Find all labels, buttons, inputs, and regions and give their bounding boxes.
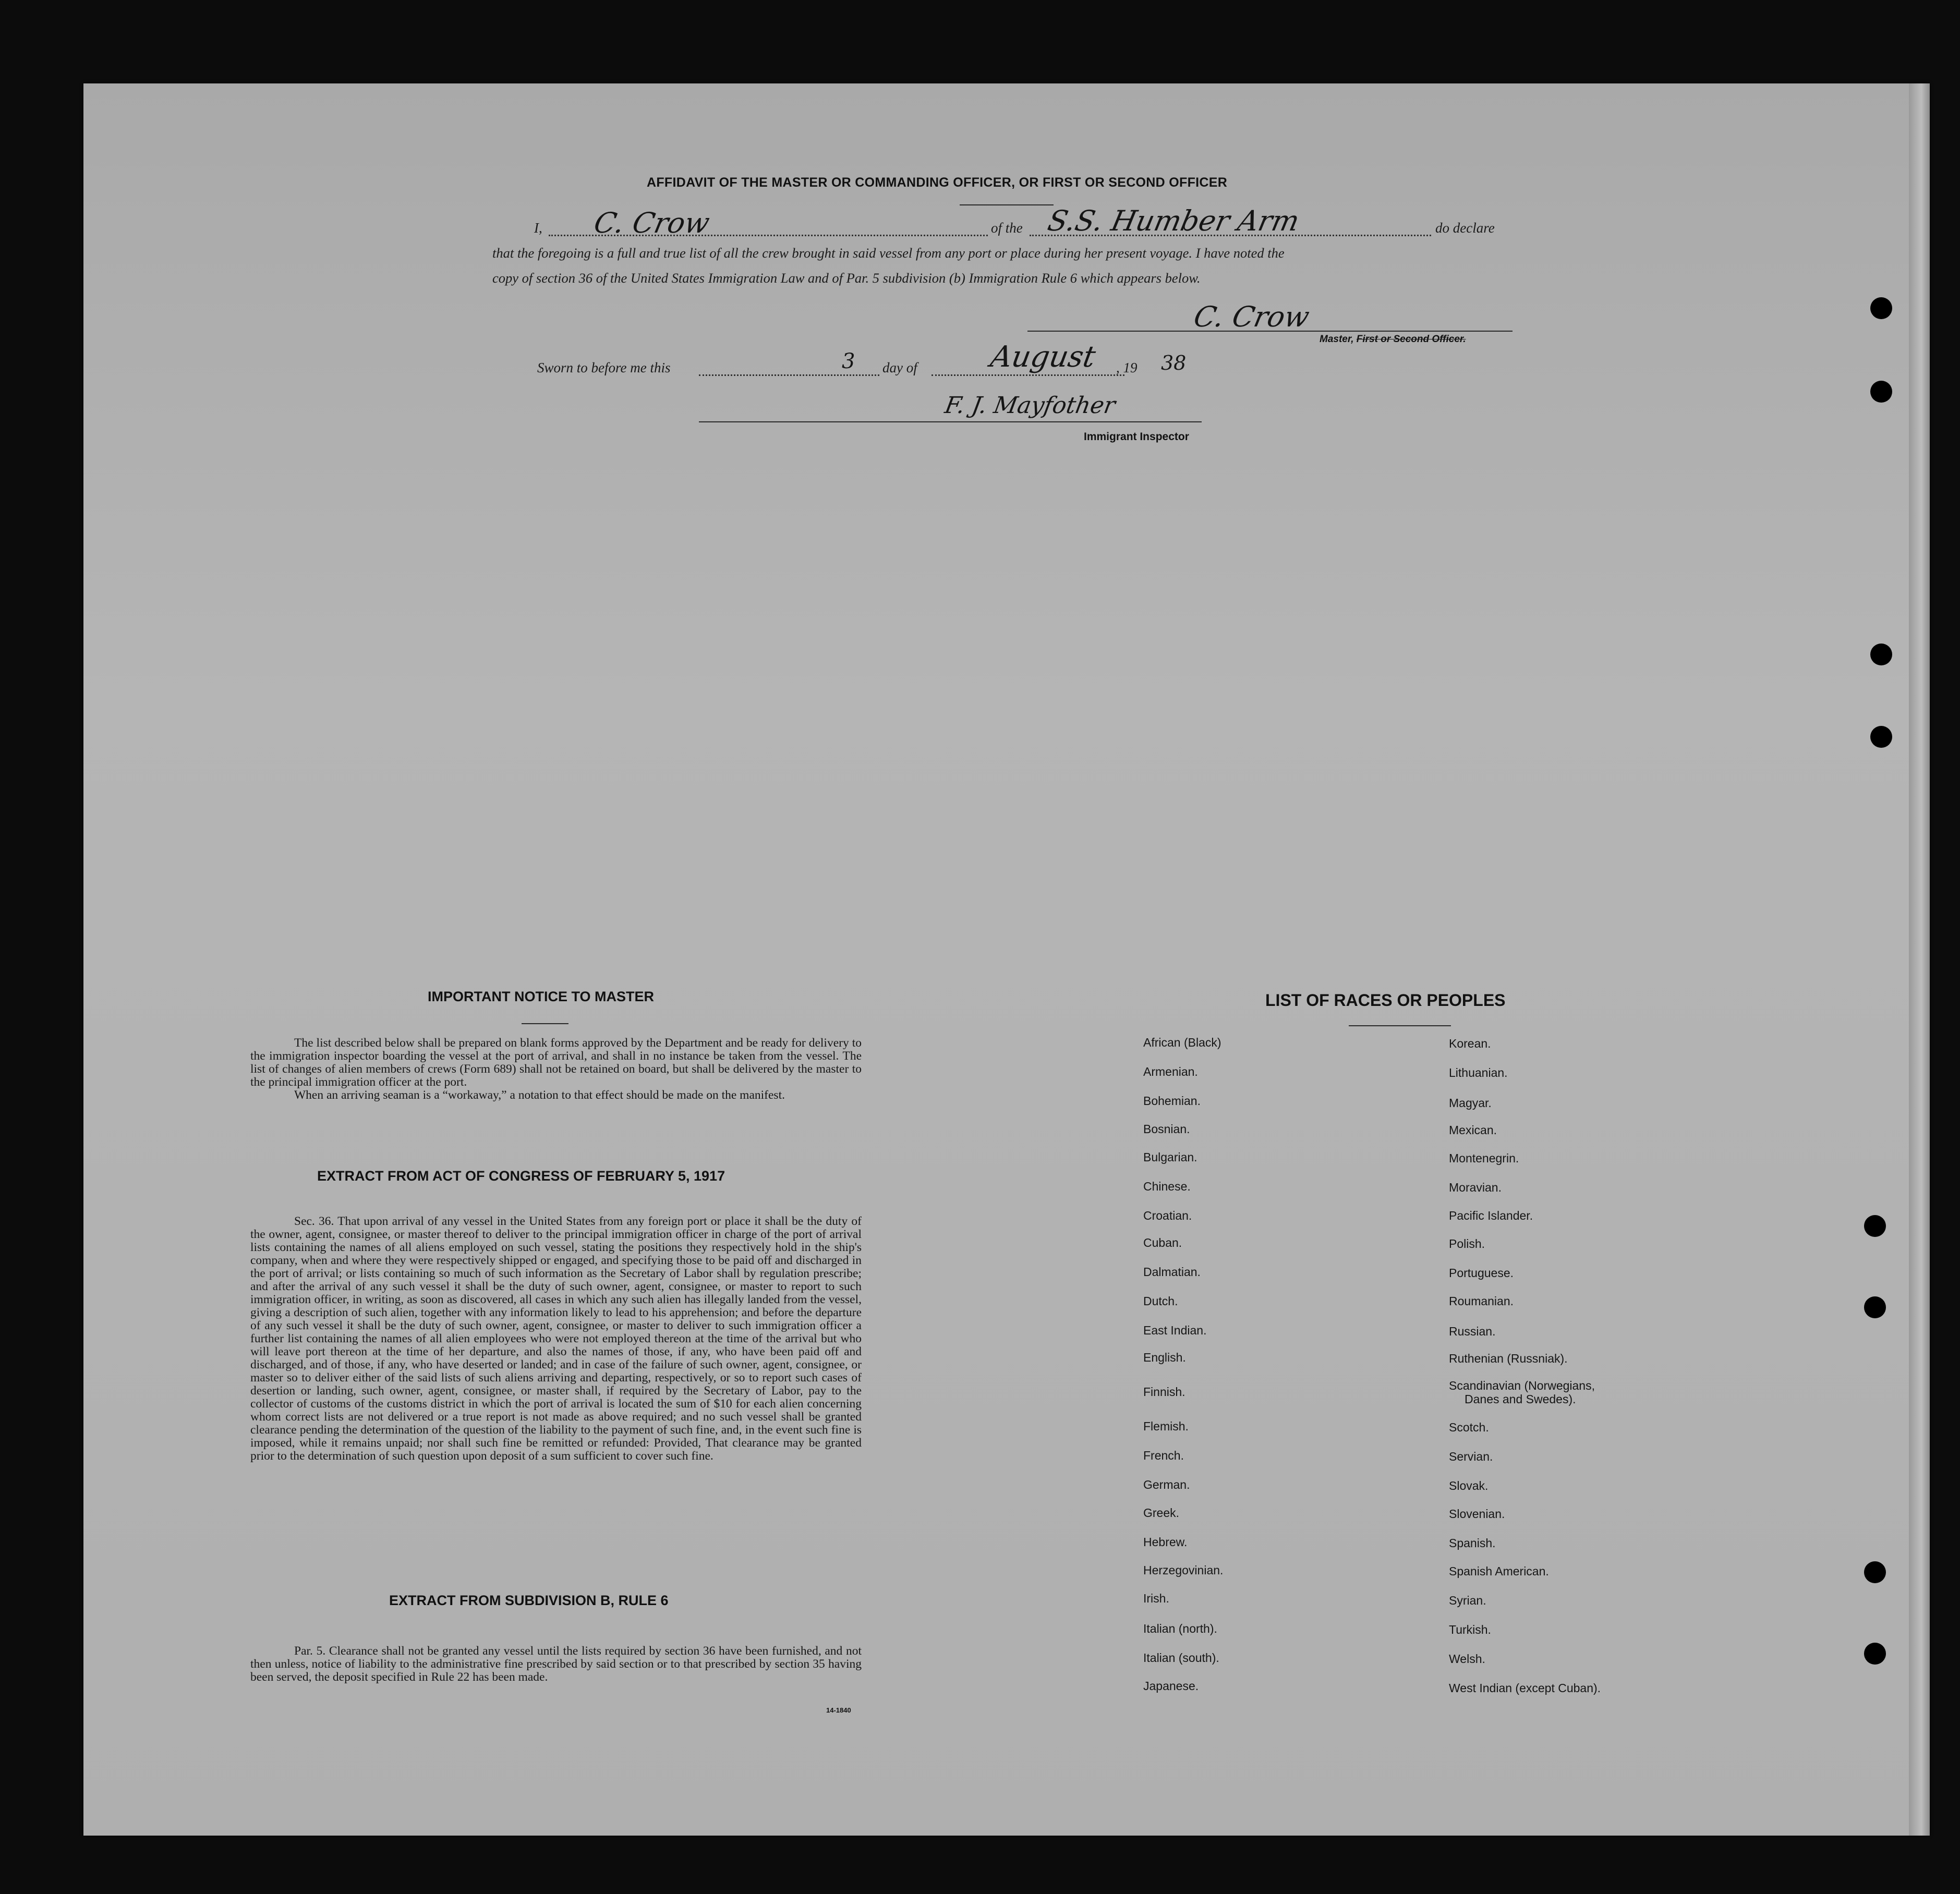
sworn-day: 3 [842,349,855,373]
race-right: Syrian. [1449,1594,1486,1607]
sworn-text: Sworn to before me this [537,360,671,375]
officer-caption [1320,334,1466,345]
race-left: Italian (south). [1143,1651,1219,1665]
race-right: Spanish American. [1449,1564,1549,1578]
race-left: East Indian. [1143,1324,1207,1337]
form-number: 14-1840 [826,1706,851,1714]
binder-hole [1870,297,1892,319]
binder-hole [1864,1561,1886,1583]
race-left: Japanese. [1143,1679,1199,1693]
race-right: Danes and Swedes). [1465,1392,1576,1406]
notice-title: IMPORTANT NOTICE TO MASTER [428,989,654,1004]
race-left: English. [1143,1351,1186,1364]
extract-act-title: EXTRACT FROM ACT OF CONGRESS OF FEBRUARY 5, 1917 [317,1168,725,1184]
race-left: Bulgarian. [1143,1150,1197,1164]
race-right: Korean. [1449,1037,1491,1050]
race-left: Dutch. [1143,1294,1178,1308]
page-edge-fold [1909,83,1930,1836]
race-left: Herzegovinian. [1143,1563,1224,1577]
notice-body [250,1037,862,1102]
affidavit-title: AFFIDAVIT OF THE MASTER OR COMMANDING OFFICER, OR FIRST OR SECOND OFFICER [647,175,1228,190]
title-rule [960,204,1054,205]
race-left: German. [1143,1478,1190,1491]
master-signature: C. Crow [591,207,713,239]
inspector-caption: Immigrant Inspector [1084,431,1189,443]
affidavit-i: I, [534,220,542,236]
day-line [699,374,879,376]
notice-body-1: The list described below shall be prepared on blank forms approved by the Department and be ready for delivery to the immigration inspector boarding the vessel at the port of arrival, and shall in no instance be taken from the vessel. The list of changes of alien members of crews (Form 689) shall not be retained on board, but shall be delivered by the master to the principal immigration officer at the port. [250,1036,862,1089]
race-right: West Indian (except Cuban). [1449,1681,1601,1695]
affidavit-declare: do declare [1435,220,1495,236]
binder-hole [1864,1215,1886,1237]
race-right: Turkish. [1449,1623,1491,1636]
race-left: Cuban. [1143,1236,1182,1249]
race-left: African (Black) [1143,1036,1221,1049]
race-left: Croatian. [1143,1209,1192,1222]
race-left: Armenian. [1143,1065,1198,1078]
race-right: Roumanian. [1449,1294,1514,1308]
extract-act-body: Sec. 36. That upon arrival of any vessel in the United States from any foreign port or place it shall be the duty of the owner, agent, consignee, or master thereof to deliver to the principal immigration officer in charge of the port of arrival lists containing the names of all aliens employed on such vessel, stating the positions they respectively hold in the ship's company, when and where they were respectively shipped or engaged, and specifying those to be paid off and discharged in the port of arrival; or lists containing so much of such information as the Secretary of Labor shall by regulation prescribe; and after the arrival of any such vessel it shall be the duty of such owner, agent, consignee, or master to report to such immigration officer, in writing, as soon as discovered, all cases in which any such alien has illegally landed from the vessel, giving a description of such alien, together with any information likely to lead to his apprehension; and before the departure of any such vessel it shall be the duty of such owner, agent, consignee, or master to deliver to such immigration officer a further list containing the names of all alien employees who were not employed thereon at the time of the arrival but who will leave port thereon at the time of her departure, and also the names of those, if any, who have been paid off and discharged, and of those, if any, who have deserted or landed; and in case of the failure of such owner, agent, consignee, or master so to deliver either of the said lists of such aliens arriving and departing, respectively, or so to report such cases of desertion or landing, such owner, agent, consignee, or master shall, if required by the Secretary of Labor, pay to the collector of customs of the customs district in which the port of arrival is located the sum of $10 for each alien concerning whom correct lists are not delivered or a true report is not made as above required; and no such vessel shall be granted clearance pending the determination of the question of the liability to the payment of such fine, and, in the event such fine is imposed, while it remains unpaid; nor shall such fine be remitted or refunded: Provided, That clearance may be granted prior to the determination of such question upon deposit of a sum sufficient to cover such fine. [250,1215,862,1463]
officer-caption-struck: First or Second Officer. [1356,334,1466,345]
inspector-signature: F. J. Mayfother [942,392,1118,419]
race-left: Flemish. [1143,1419,1189,1433]
race-right: Russian. [1449,1325,1496,1338]
race-right: Pacific Islander. [1449,1209,1533,1222]
extract-rule-body: Par. 5. Clearance shall not be granted any vessel until the lists required by section 36 have been furnished, and not then unless, notice of liability to the administrative fine prescribed by said section or to that prescribed by section 35 having been served, the deposit specified in Rule 22 has been made. [250,1644,862,1684]
race-left: Italian (north). [1143,1622,1217,1635]
race-left: Hebrew. [1143,1535,1188,1549]
race-left: Greek. [1143,1506,1180,1520]
binder-hole [1870,726,1892,748]
sworn-month: August [988,340,1098,374]
race-left: Bohemian. [1143,1094,1201,1108]
sworn-year: 38 [1161,351,1187,374]
race-right: Scandinavian (Norwegians, [1449,1379,1595,1392]
race-right: Moravian. [1449,1181,1502,1194]
notice-rule [522,1023,568,1024]
officer-caption-master: Master, [1320,334,1357,345]
race-right: Portuguese. [1449,1266,1514,1280]
race-left: Bosnian. [1143,1122,1190,1136]
extract-rule-title: EXTRACT FROM SUBDIVISION B, RULE 6 [389,1593,669,1608]
race-left: Dalmatian. [1143,1265,1201,1279]
race-right: Scotch. [1449,1420,1489,1434]
race-right: Mexican. [1449,1123,1497,1137]
master-signature-repeat: C. Crow [1191,300,1313,333]
inspector-signature-line [699,421,1202,422]
race-left: Finnish. [1143,1385,1185,1399]
vessel-name: S.S. Humber Arm [1045,204,1302,237]
race-right: Welsh. [1449,1652,1485,1666]
affidavit-line-2: that the foregoing is a full and true list of all the crew brought in said vessel from any port or place during her present voyage. I have noted the [492,245,1285,261]
binder-hole [1870,644,1892,665]
race-right: Polish. [1449,1237,1485,1250]
binder-hole [1864,1643,1886,1665]
race-left: French. [1143,1449,1184,1462]
year-prefix: , 19 [1116,360,1138,375]
binder-hole [1864,1296,1886,1318]
race-right: Lithuanian. [1449,1066,1508,1079]
race-left: Chinese. [1143,1180,1191,1193]
races-title: LIST OF RACES OR PEOPLES [1265,991,1506,1010]
race-right: Slovenian. [1449,1507,1505,1521]
affidavit-line-3: copy of section 36 of the United States Immigration Law and of Par. 5 subdivision (b) Immigration Rule 6 which appears below. [492,270,1201,286]
affidavit-of-the: of the [991,220,1023,236]
race-right: Slovak. [1449,1479,1489,1492]
month-line [931,374,1124,376]
race-right: Servian. [1449,1450,1493,1463]
race-left: Irish. [1143,1592,1169,1605]
race-right: Spanish. [1449,1536,1496,1550]
notice-body-2: When an arriving seaman is a “workaway,” a notation to that effect should be made on the manifest. [294,1088,785,1102]
race-right: Montenegrin. [1449,1151,1519,1165]
race-right: Ruthenian (Russniak). [1449,1352,1568,1365]
day-of: day of [882,360,917,375]
races-rule [1349,1025,1451,1026]
binder-hole [1870,381,1892,403]
race-right: Magyar. [1449,1096,1492,1110]
